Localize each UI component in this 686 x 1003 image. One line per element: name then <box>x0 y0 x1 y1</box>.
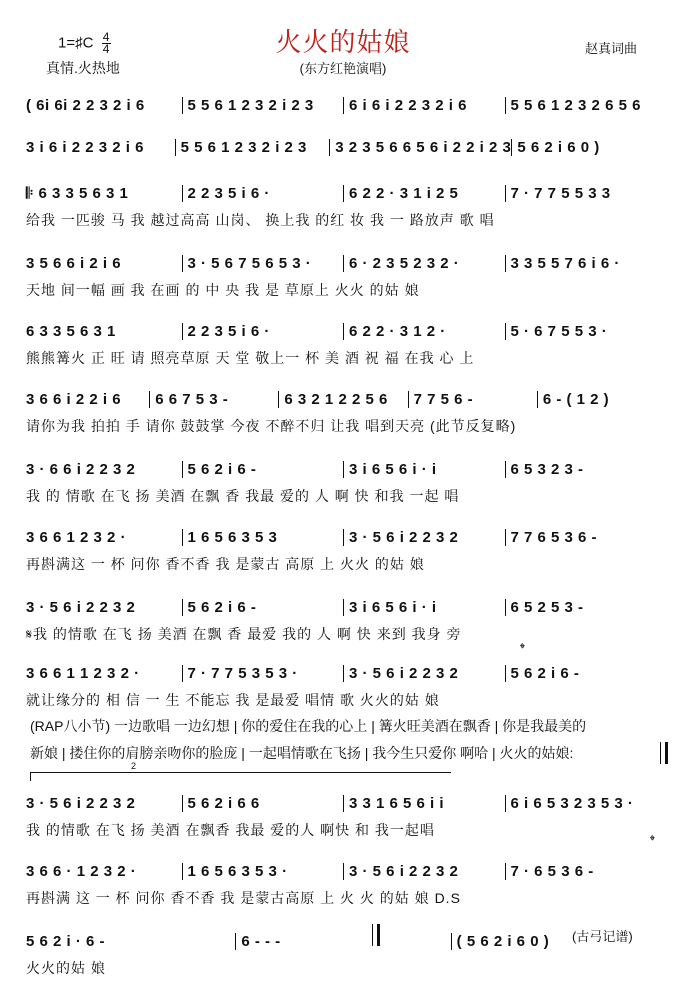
measure: 6 3 2 1 2 2 5 6 <box>278 391 407 408</box>
notation-line <box>26 594 666 616</box>
lyrics-line: 我 的 情歌 在飞 扬 美酒 在飘 香 我最 爱的 人 啊 快 和我 一起 唱 <box>26 488 460 504</box>
lyrics-line: 再斟满 这 一 杯 问你 香不香 我 是蒙古高原 上 火 火 的姑 娘 D.S <box>26 890 461 906</box>
measure: 3 6 6 1 2 3 2 · <box>26 529 127 546</box>
transcriber-credit: (古弓记谱) <box>572 929 633 944</box>
measure: 3 3 5 5 7 6 i 6 · <box>505 255 667 272</box>
measure: 7 · 6 5 3 6 - <box>505 863 667 880</box>
measure: 6 2 2 · 3 1 i 2 5 <box>343 185 505 202</box>
measure: 6 3 3 5 6 3 1 <box>26 323 116 340</box>
lyrics-line: 天地 间一幅 画 我 在画 的 中 央 我 是 草原上 火火 的姑 娘 <box>26 282 420 298</box>
measure: 6 · 2 3 5 2 3 2 · <box>343 255 505 272</box>
measure: 6 i 6 i 2 2 3 2 i 6 <box>343 97 505 114</box>
key-label: 1=♯C <box>58 34 94 52</box>
lyrics-line: 再斟满这 一 杯 问你 香不香 我 是蒙古 高原 上 火火 的姑 娘 <box>26 556 425 572</box>
measure: 7 · 7 7 5 5 3 3 <box>505 185 667 202</box>
time-bottom: 4 <box>102 42 110 56</box>
measure: 3 · 5 6 7 5 6 5 3 · <box>182 255 344 272</box>
measure: 5 6 2 i 6 - <box>182 599 344 616</box>
measure: 3 · 5 6 i 2 2 3 2 <box>26 599 136 616</box>
notation-line <box>26 524 666 546</box>
measure: 5 6 2 i 6 0 ) <box>511 139 666 156</box>
measure: 3 i 6 5 6 i · i <box>343 599 505 616</box>
measure: 6 - ( 1 2 ) <box>537 391 666 408</box>
notation-line <box>26 92 666 114</box>
measure: 3 6 6 · 1 2 3 2 · <box>26 863 137 880</box>
measure: 3 6 6 i 2 2 i 6 <box>26 391 122 408</box>
measure: 3 i 6 i 2 2 3 2 i 6 <box>26 139 144 156</box>
notation-line <box>26 250 666 272</box>
measure: 3 · 6 6 i 2 2 3 2 <box>26 461 136 478</box>
rap-line-2: 新娘 | 搂住你的肩膀亲吻你的脸庞 | 一起唱情歌在飞扬 | 我今生只爱你 啊哈 | 火火的姑娘: <box>30 745 574 761</box>
measure: 3 · 5 6 i 2 2 3 2 <box>26 795 136 812</box>
measure: 6 - - - <box>235 933 450 950</box>
lyrics-line: 𝄋我 的情歌 在飞 扬 美酒 在飘 香 最爱 我的 人 啊 快 来到 我身 旁 <box>26 626 462 642</box>
measure: 3 · 5 6 i 2 2 3 2 <box>343 665 505 682</box>
repeat-end-barline <box>660 742 668 764</box>
rap-line-1: (RAP八小节) 一边歌唱 一边幻想 | 你的爱住在我的心上 | 篝火旺美酒在飘香 | 你是我最美的 <box>30 718 587 734</box>
notation-line <box>26 456 666 478</box>
measure: 5 6 2 i 6 6 <box>182 795 344 812</box>
lyrics-line: 就让缘分的 相 信 一 生 不能忘 我 是最爱 唱情 歌 火火的姑 娘 <box>26 692 440 708</box>
notation-line <box>26 318 666 340</box>
measure: 7 · 7 7 5 3 5 3 · <box>182 665 344 682</box>
volta-bracket <box>30 761 451 781</box>
measure: 6 6 7 5 3 - <box>149 391 278 408</box>
measure: 5 6 2 i 6 - <box>182 461 344 478</box>
measure: 6 5 2 5 3 - <box>505 599 667 616</box>
measure: 3 5 6 6 i 2 i 6 <box>26 255 122 272</box>
volta-number: 2 <box>131 761 137 771</box>
measure: 5 5 6 1 2 3 2 i 2 3 <box>182 97 344 114</box>
measure: 7 7 6 5 3 6 - <box>505 529 667 546</box>
measure: 6 5 3 2 3 - <box>505 461 667 478</box>
performer: (东方红艳演唱) <box>299 61 387 76</box>
measure: 5 6 2 i 6 - <box>505 665 667 682</box>
measure: 3 · 5 6 i 2 2 3 2 <box>343 529 505 546</box>
notation-line <box>26 790 666 812</box>
measure: 𝄆 6 3 3 5 6 3 1 <box>26 185 129 202</box>
measure: ( 5 6 2 i 6 0 ) <box>451 933 666 950</box>
measure: 3 3 1 6 5 6 i i <box>343 795 505 812</box>
notation-line <box>26 858 666 880</box>
measure: 5 6 2 i · 6 - <box>26 933 106 950</box>
notation-line <box>26 180 666 202</box>
lyrics-line: 熊熊篝火 正 旺 请 照亮草原 天 堂 敬上一 杯 美 酒 祝 福 在我 心 上 <box>26 350 475 366</box>
notation-line <box>26 134 666 156</box>
lyrics-line: 火火的姑 娘 <box>26 960 106 976</box>
measure: ( 6i 6i 2 2 3 2 i 6 <box>26 97 145 114</box>
measure: 3 i 6 5 6 i · i <box>343 461 505 478</box>
measure: 1 6 5 6 3 5 3 <box>182 529 344 546</box>
coda-sign: 𝄌 <box>520 640 525 656</box>
measure: 6 2 2 · 3 1 2 · <box>343 323 505 340</box>
lyrics-line: 请你为我 拍拍 手 请你 鼓鼓掌 今夜 不醉不归 让我 唱到天亮 (此节反复略) <box>26 418 517 434</box>
song-title: 火火的姑娘 <box>275 28 411 58</box>
lyrics-line: 给我 一匹骏 马 我 越过高高 山岗、 换上我 的红 妆 我 一 路放声 歌 唱 <box>26 212 495 228</box>
coda-sign-2: 𝄌 <box>650 832 655 848</box>
lyrics-line: 我 的情歌 在飞 扬 美酒 在飘香 我最 爱的人 啊快 和 我一起唱 <box>26 822 435 838</box>
time-top: 4 <box>102 30 110 44</box>
measure: 2 2 3 5 i 6 · <box>182 185 344 202</box>
composer-credit: 赵真词曲 <box>585 41 638 56</box>
notation-line <box>26 928 666 950</box>
measure: 6 i 6 5 3 2 3 5 3 · <box>505 795 667 812</box>
tempo-marking: 真情.火热地 <box>46 60 120 76</box>
measure: 5 5 6 1 2 3 2 6 5 6 <box>505 97 667 114</box>
measure: 7 7 5 6 - <box>408 391 537 408</box>
measure: 3 2 3 5 6 6 5 6 i 2 2 i 2 3 <box>329 139 511 156</box>
measure: 3 6 6 1 1 2 3 2 · <box>26 665 140 682</box>
measure: 3 · 5 6 i 2 2 3 2 <box>343 863 505 880</box>
measure: 5 5 6 1 2 3 2 i 2 3 <box>175 139 330 156</box>
measure: 5 · 6 7 5 5 3 · <box>505 323 667 340</box>
measure: 2 2 3 5 i 6 · <box>182 323 344 340</box>
final-barline <box>372 924 380 946</box>
notation-line <box>26 660 666 682</box>
measure: 1 6 5 6 3 5 3 · <box>182 863 344 880</box>
notation-line <box>26 386 666 408</box>
